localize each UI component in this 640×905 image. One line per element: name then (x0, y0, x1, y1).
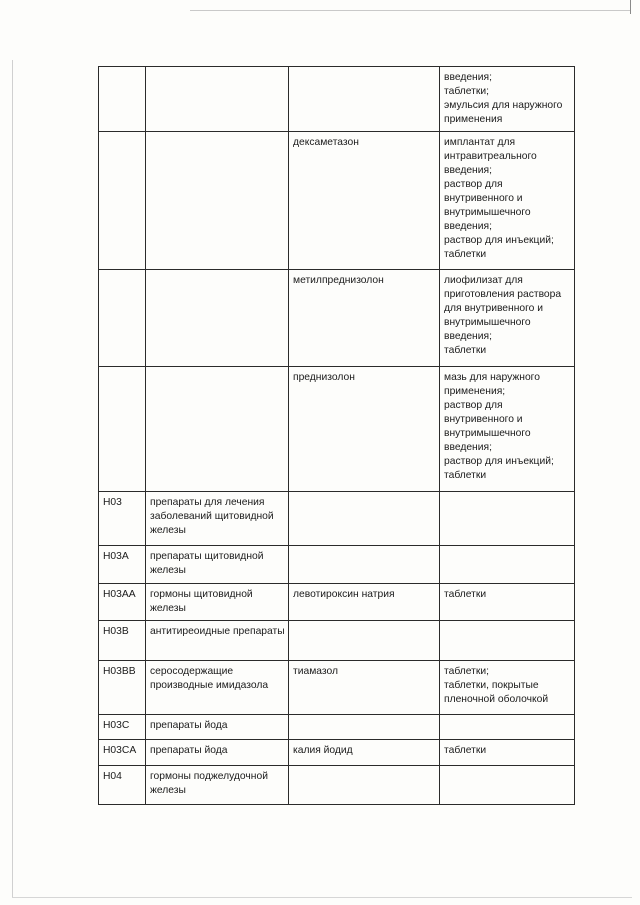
scan-edge-right (630, 0, 631, 14)
table-row (99, 270, 575, 367)
table-row (99, 621, 575, 661)
medicine-table (98, 66, 575, 805)
table-row (99, 766, 575, 805)
atc-code-cell: H03A (99, 546, 146, 584)
table-row (99, 740, 575, 766)
scan-edge-bottom (12, 897, 632, 898)
atc-code-cell (99, 270, 146, 367)
scan-edge-top (190, 10, 630, 11)
table-row (99, 661, 575, 715)
group-name-cell: препараты для лечения заболеваний щитовидной железы (146, 492, 289, 546)
drug-name-cell (289, 766, 440, 805)
group-name-cell (146, 67, 289, 132)
atc-code-cell: H03BB (99, 661, 146, 715)
group-name-cell: гормоны поджелудочной железы (146, 766, 289, 805)
drug-name-cell (289, 67, 440, 132)
table-row (99, 132, 575, 270)
drug-name-cell: тиамазол (289, 661, 440, 715)
atc-code-cell: H04 (99, 766, 146, 805)
dosage-forms-cell (440, 766, 575, 805)
drug-name-cell: метилпреднизолон (289, 270, 440, 367)
drug-name-cell (289, 715, 440, 740)
table-row (99, 584, 575, 621)
group-name-cell: препараты щитовидной железы (146, 546, 289, 584)
drug-name-cell (289, 492, 440, 546)
table-row (99, 546, 575, 584)
group-name-cell: антитиреоидные препараты (146, 621, 289, 661)
dosage-forms-cell: мазь для наружного применения; раствор для внутривенного и внутримышечного введения; раствор для инъекций; таблетки (440, 367, 575, 492)
dosage-forms-cell (440, 621, 575, 661)
dosage-forms-cell (440, 492, 575, 546)
dosage-forms-cell: таблетки; таблетки, покрытые пленочной оболочкой (440, 661, 575, 715)
atc-code-cell: H03C (99, 715, 146, 740)
dosage-forms-cell: лиофилизат для приготовления раствора для внутривенного и внутримышечного введения; таблетки (440, 270, 575, 367)
table-row (99, 367, 575, 492)
drug-name-cell (289, 621, 440, 661)
dosage-forms-cell: таблетки (440, 740, 575, 766)
drug-name-cell: преднизолон (289, 367, 440, 492)
dosage-forms-cell (440, 715, 575, 740)
atc-code-cell (99, 132, 146, 270)
drug-name-cell (289, 546, 440, 584)
group-name-cell: серосодержащие производные имидазола (146, 661, 289, 715)
group-name-cell (146, 270, 289, 367)
table-row (99, 715, 575, 740)
group-name-cell (146, 367, 289, 492)
group-name-cell: гормоны щитовидной железы (146, 584, 289, 621)
atc-code-cell (99, 67, 146, 132)
dosage-forms-cell: имплантат для интравитреального введения; раствор для внутривенного и внутримышечного введения; раствор для инъекций; таблетки (440, 132, 575, 270)
drug-name-cell: левотироксин натрия (289, 584, 440, 621)
atc-code-cell: H03CA (99, 740, 146, 766)
group-name-cell: препараты йода (146, 715, 289, 740)
drug-name-cell: калия йодид (289, 740, 440, 766)
group-name-cell: препараты йода (146, 740, 289, 766)
drug-name-cell: дексаметазон (289, 132, 440, 270)
atc-code-cell: H03B (99, 621, 146, 661)
table-row (99, 492, 575, 546)
dosage-forms-cell: введения; таблетки; эмульсия для наружного применения (440, 67, 575, 132)
atc-code-cell: H03 (99, 492, 146, 546)
atc-code-cell (99, 367, 146, 492)
table-row (99, 67, 575, 132)
group-name-cell (146, 132, 289, 270)
dosage-forms-cell (440, 546, 575, 584)
atc-code-cell: H03AA (99, 584, 146, 621)
dosage-forms-cell: таблетки (440, 584, 575, 621)
scan-edge-left (12, 60, 13, 898)
